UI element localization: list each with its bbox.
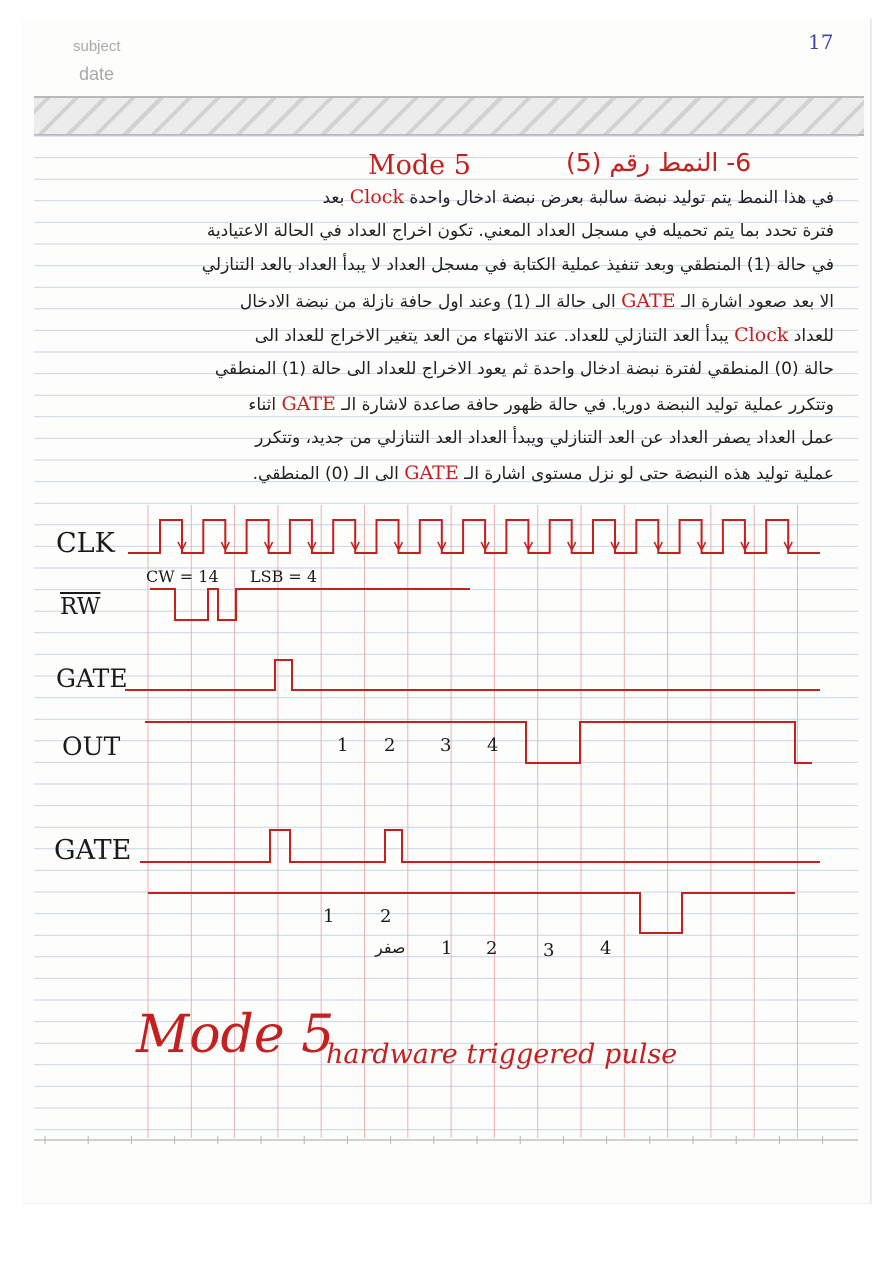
subject-label: subject [73, 38, 121, 55]
paragraph-text: الى الـ (0) المنطقي. [252, 464, 405, 484]
paragraph-text: حالة (0) المنطقي لفترة نبضة ادخال واحدة ثم يعود الاخراج للعداد الى حالة (1) المنطقي [214, 358, 834, 379]
title-english: Mode 5 [368, 150, 471, 181]
paragraph-text: عمل العداد يصفر العداد عن العد التنازلي ويبدأ العداد العد التنازلي من جديد، وتتكرر [255, 427, 834, 448]
paragraph-text: للعداد [788, 326, 834, 346]
rw-label: $\overline{RW}$ [60, 594, 101, 620]
title-arabic: 6- النمط رقم (5) [566, 148, 752, 177]
paragraph-text: في حالة (1) المنطقي وبعد تنفيذ عملية الكتابة في مسجل العداد لا يبدأ العداد بالعد التنازلي [201, 255, 834, 275]
paragraph-line [240, 290, 834, 312]
out-count-2: 2 [384, 735, 396, 756]
out-count-3: 3 [440, 735, 452, 756]
paragraph-line [248, 393, 834, 415]
out2-count-b3: 3 [543, 940, 555, 961]
paragraph-line [255, 428, 834, 448]
date-label: date [79, 64, 115, 84]
paragraph-text: اثناء [248, 395, 282, 415]
paragraph-line [255, 324, 834, 346]
out2-count-b1: 1 [441, 938, 453, 959]
out2-count-1: 1 [323, 906, 335, 927]
paragraph-text: بعد [322, 188, 350, 208]
paragraph-line [207, 221, 834, 241]
out2-waveform [148, 893, 795, 933]
out2-count-2: 2 [380, 906, 392, 927]
paragraph-keyword: Clock [734, 324, 789, 346]
paragraph-text: عملية توليد هذه النبضة حتى لو نزل مستوى اشارة الـ [458, 464, 834, 484]
out-count-4: 4 [487, 735, 499, 756]
clk-label: CLK [56, 528, 115, 559]
out2-count-b4: 4 [600, 938, 612, 959]
paragraph-text: يبدأ العد التنازلي للعداد. عند الانتهاء من العد يتغير الاخراج للعداد الى [254, 326, 735, 346]
paragraph-keyword: GATE [621, 289, 676, 312]
ruled-lines [34, 136, 858, 1144]
out-label: OUT [62, 732, 121, 761]
paragraph-keyword: Clock [349, 186, 404, 208]
paragraph-line [253, 462, 834, 484]
lsb-note: LSB = 4 [250, 567, 318, 586]
gate-waveform [125, 660, 820, 690]
cw-note: CW = 14 [146, 567, 219, 586]
paragraph-text: وتتكرر عملية توليد النبضة دوريا. في حالة ظهور حافة صاعدة لاشارة الـ [335, 395, 834, 415]
gate-label: GATE [56, 664, 128, 693]
paragraph-text: الا بعد صعود اشارة الـ [675, 291, 834, 312]
paragraph-keyword: GATE [281, 393, 336, 415]
caption-mode: Mode 5 [136, 1005, 335, 1065]
paragraph-line [322, 186, 834, 208]
gate2-waveform [140, 830, 820, 862]
gate2-label: GATE [54, 835, 132, 866]
paragraph-keyword: GATE [404, 462, 459, 484]
paragraph-line [202, 255, 834, 275]
out2-count-b2: 2 [486, 938, 498, 959]
out-waveform [145, 722, 812, 763]
paragraph-text: فترة تحدد بما يتم تحميله في مسجل العداد المعني. تكون اخراج العداد في الحالة الاعتيادية [206, 220, 834, 241]
timing-waveforms [125, 520, 820, 933]
out2-count-zero: صفر [375, 938, 406, 957]
page-number: 17 [808, 30, 834, 54]
out-count-1: 1 [337, 735, 349, 756]
paragraph-text: في هذا النمط يتم توليد نبضة سالبة بعرض نبضة ادخال واحدة [403, 188, 834, 208]
paragraph-text: الى حالة الـ (1) وعند اول حافة نازلة من نبضة الادخال [239, 291, 622, 312]
paragraph-line [215, 359, 834, 379]
caption-description: hardware triggered pulse [326, 1039, 678, 1070]
rw-waveform [150, 589, 470, 620]
